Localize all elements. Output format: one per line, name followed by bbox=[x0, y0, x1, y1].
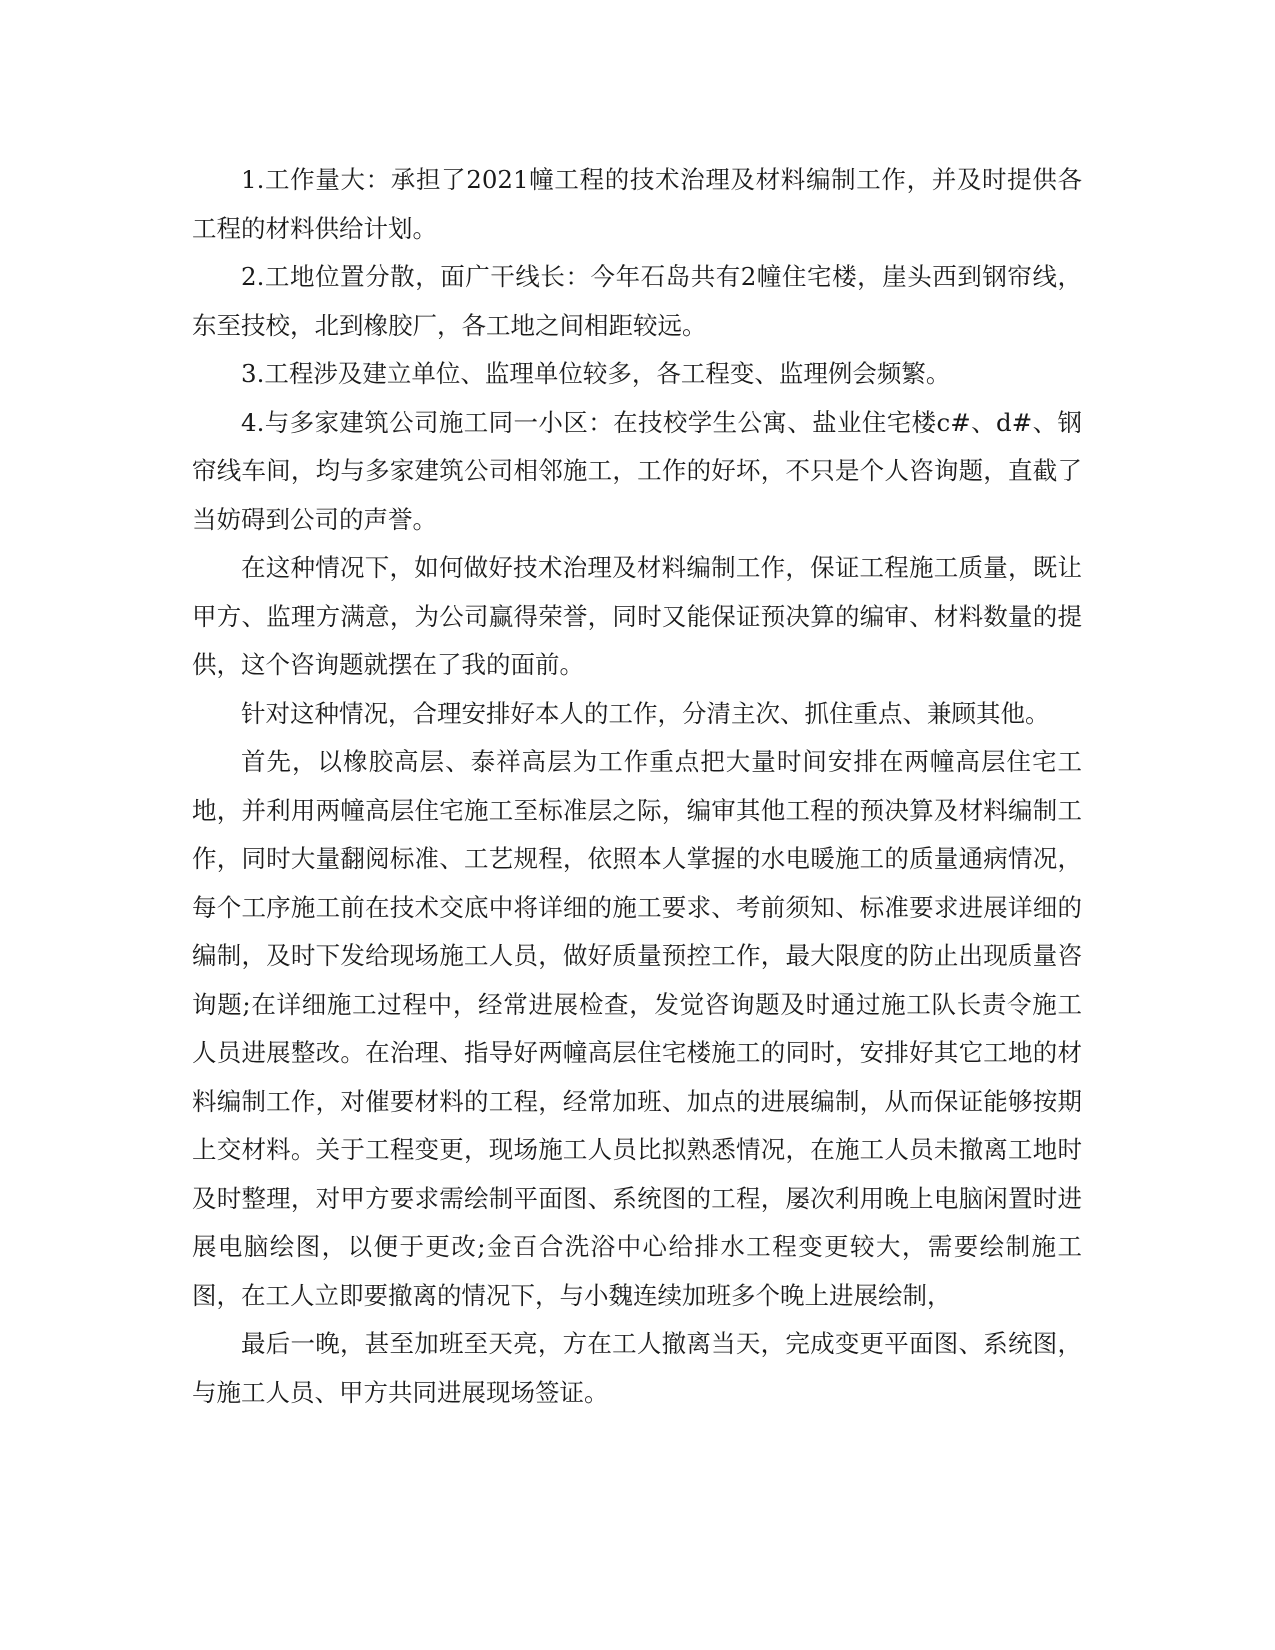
paragraph-units-involved: 3.工程涉及建立单位、监理单位较多，各工程变、监理例会频繁。 bbox=[241, 359, 951, 388]
paragraph-situation: 在这种情况下，如何做好技术治理及材料编制工作，保证工程施工质量，既让甲方、监理方满意，为公司赢得荣誉，同时又能保证预决算的编审、材料数量的提供，这个咨询题就摆在了我的面前。 bbox=[192, 553, 1082, 679]
paragraph-first-priority: 首先，以橡胶高层、泰祥高层为工作重点把大量时间安排在两幢高层住宅工地，并利用两幢高层住宅施工至标准层之际，编审其他工程的预决算及材料编制工作，同时大量翻阅标准、工艺规程，依照本人掌握的水电暖施工的质量通病情况，每个工序施工前在技术交底中将详细的施工要求、考前须知、标准要求进展详细的编制，及时下发给现场施工人员，做好质量预控工作，最大限度的防止出现质量咨询题;在详细施工过程中，经常进展检查，发觉咨询题及时通过施工队长责令施工人员进展整改。在治理、指导好两幢高层住宅楼施工的同时，安排好其它工地的材料编制工作，对催要材料的工程，经常加班、加点的进展编制，从而保证能够按期上交材料。关于工程变更，现场施工人员比拟熟悉情况，在施工人员未撤离工地时及时整理，对甲方要求需绘制平面图、系统图的工程，屡次利用晚上电脑闲置时进展电脑绘图，以便于更改;金百合洗浴中心给排水工程变更较大，需要绘制施工图，在工人立即要撤离的情况下，与小魏连续加班多个晚上进展绘制， bbox=[192, 747, 1082, 1310]
paragraph-arrangement: 针对这种情况，合理安排好本人的工作，分清主次、抓住重点、兼顾其他。 bbox=[241, 698, 1050, 728]
paragraph-workload: 1.工作量大：承担了2021幢工程的技术治理及材料编制工作，并及时提供各工程的材料供给计划。 bbox=[192, 165, 1082, 243]
paragraph-shared-community: 4.与多家建筑公司施工同一小区：在技校学生公寓、盐业住宅楼c#、d#、钢帘线车间，均与多家建筑公司相邻施工，工作的好坏，不只是个人咨询题，直截了当妨碍到公司的声誉。 bbox=[192, 407, 1082, 534]
paragraph-site-locations: 2.工地位置分散，面广干线长：今年石岛共有2幢住宅楼，崖头西到钢帘线，东至技校，北到橡胶厂，各工地之间相距较远。 bbox=[192, 262, 1082, 340]
paragraph-last-night: 最后一晚，甚至加班至天亮，方在工人撤离当天，完成变更平面图、系统图，与施工人员、甲方共同进展现场签证。 bbox=[192, 1329, 1082, 1407]
document-body bbox=[192, 156, 1082, 1417]
